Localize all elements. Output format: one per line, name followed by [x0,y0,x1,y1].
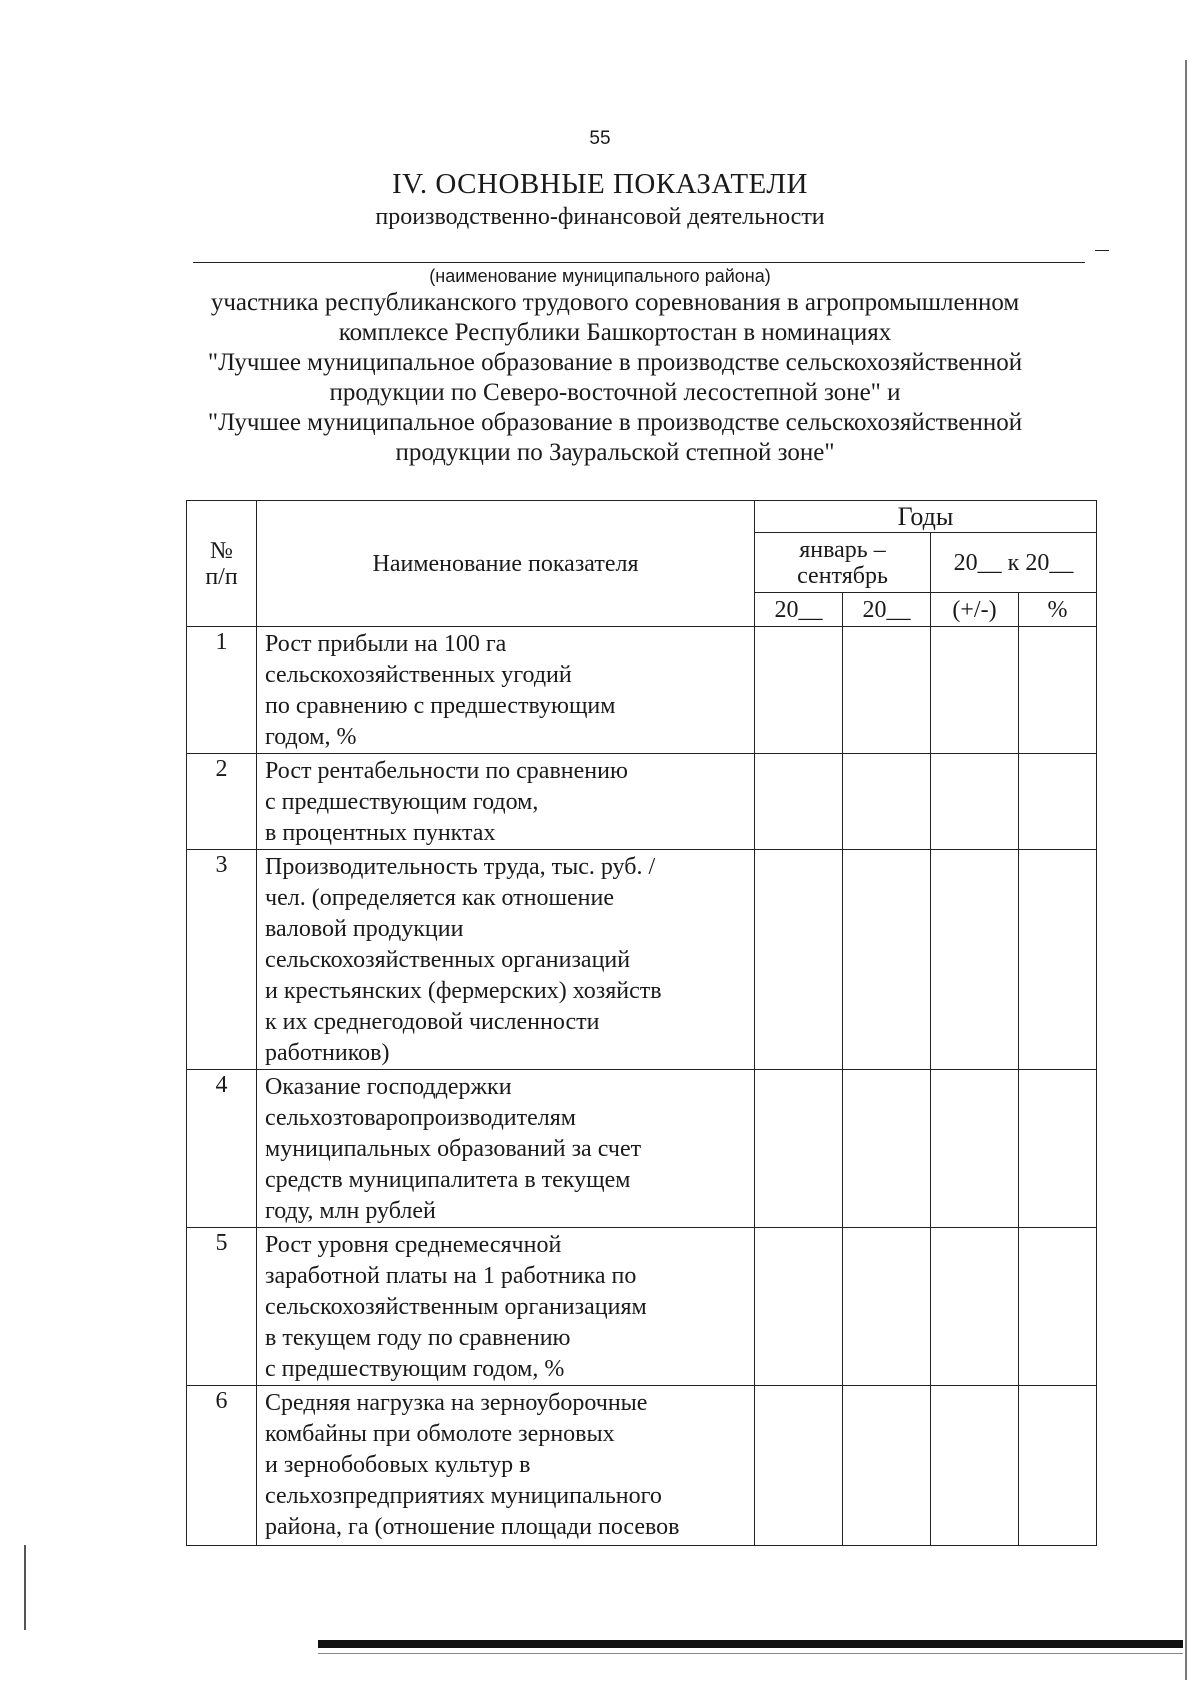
value-cell [843,754,931,850]
row-number: 5 [187,1228,257,1386]
value-cell [931,754,1019,850]
value-cell [843,850,931,1070]
value-cell [755,1070,843,1228]
header-period: январь – сентябрь [755,533,931,593]
value-cell [1019,754,1097,850]
row-number: 3 [187,850,257,1070]
table-row [187,1228,1097,1386]
header-comparison: 20__ к 20__ [931,533,1097,593]
value-cell [843,1070,931,1228]
value-cell [931,1070,1019,1228]
value-cell [755,627,843,754]
document-description: участника республиканского трудового соревнования в агропромышленном комплексе Республики Башкортостан в номинациях "Лучшее муниципальное образование в производстве сельскохозяйственной продукции по Северо-восточной лесостепной зоне" и "Лучшее муниципальное образование в производстве сельскохозяйственной продукции по Зауральской степной зоне" [207,289,1023,466]
row-indicator-name: Производительность труда, тыс. руб. / чел. (определяется как отношение валовой продукции сельскохозяйственных организаций и крестьянских (фермерских) хозяйств к их среднегодовой численности работников) [257,850,755,1070]
blank-caption: (наименование муниципального района) [429,266,771,286]
value-cell [1019,1070,1097,1228]
value-cell [755,1228,843,1386]
value-cell [755,850,843,1070]
header-indicator-name: Наименование показателя [257,501,755,627]
scan-bottom-rule [318,1640,1183,1648]
value-cell [755,1386,843,1546]
blank-fill-line [193,262,1085,263]
value-cell [1019,1386,1097,1546]
header-delta: (+/-) [931,593,1019,627]
scan-bottom-rule-thin [318,1653,1183,1654]
header-year-b: 20__ [843,593,931,627]
section-title: IV. ОСНОВНЫЕ ПОКАЗАТЕЛИ [392,168,808,200]
value-cell [1019,627,1097,754]
table-row [187,754,1097,850]
page-edge-line [1185,60,1187,1680]
value-cell [843,1386,931,1546]
row-number: 6 [187,1386,257,1546]
value-cell [931,850,1019,1070]
value-cell [1019,1228,1097,1386]
header-number: № п/п [187,501,257,627]
row-indicator-name: Рост прибыли на 100 га сельскохозяйственных угодий по сравнению с предшествующим годом, % [257,627,755,754]
value-cell [931,1386,1019,1546]
header-percent: % [1019,593,1097,627]
blank-fill-line-tail [1095,250,1109,251]
value-cell [843,627,931,754]
table-row [187,1386,1097,1546]
value-cell [931,1228,1019,1386]
page-number: 55 [589,128,611,149]
row-indicator-name: Рост уровня среднемесячной заработной платы на 1 работника по сельскохозяйственным организациям в текущем году по сравнению с предшествующим годом, % [257,1228,755,1386]
scan-margin-mark [24,1545,26,1630]
table-row [187,850,1097,1070]
value-cell [755,754,843,850]
table-header-row [187,501,1097,533]
row-indicator-name: Средняя нагрузка на зерноуборочные комбайны при обмолоте зерновых и зернобобовых культур в сельхозпредприятиях муниципального района, га (отношение площади посевов [257,1386,755,1546]
header-years: Годы [755,501,1097,533]
row-number: 4 [187,1070,257,1228]
section-subtitle: производственно-финансовой деятельности [375,204,825,230]
row-number: 2 [187,754,257,850]
row-indicator-name: Рост рентабельности по сравнению с предшествующим годом, в процентных пунктах [257,754,755,850]
row-indicator-name: Оказание господдержки сельхозтоваропроизводителям муниципальных образований за счет средств муниципалитета в текущем году, млн рублей [257,1070,755,1228]
table-row [187,1070,1097,1228]
indicators-table [186,500,1097,1546]
value-cell [1019,850,1097,1070]
header-year-a: 20__ [755,593,843,627]
table-row [187,627,1097,754]
row-number: 1 [187,627,257,754]
value-cell [843,1228,931,1386]
value-cell [931,627,1019,754]
